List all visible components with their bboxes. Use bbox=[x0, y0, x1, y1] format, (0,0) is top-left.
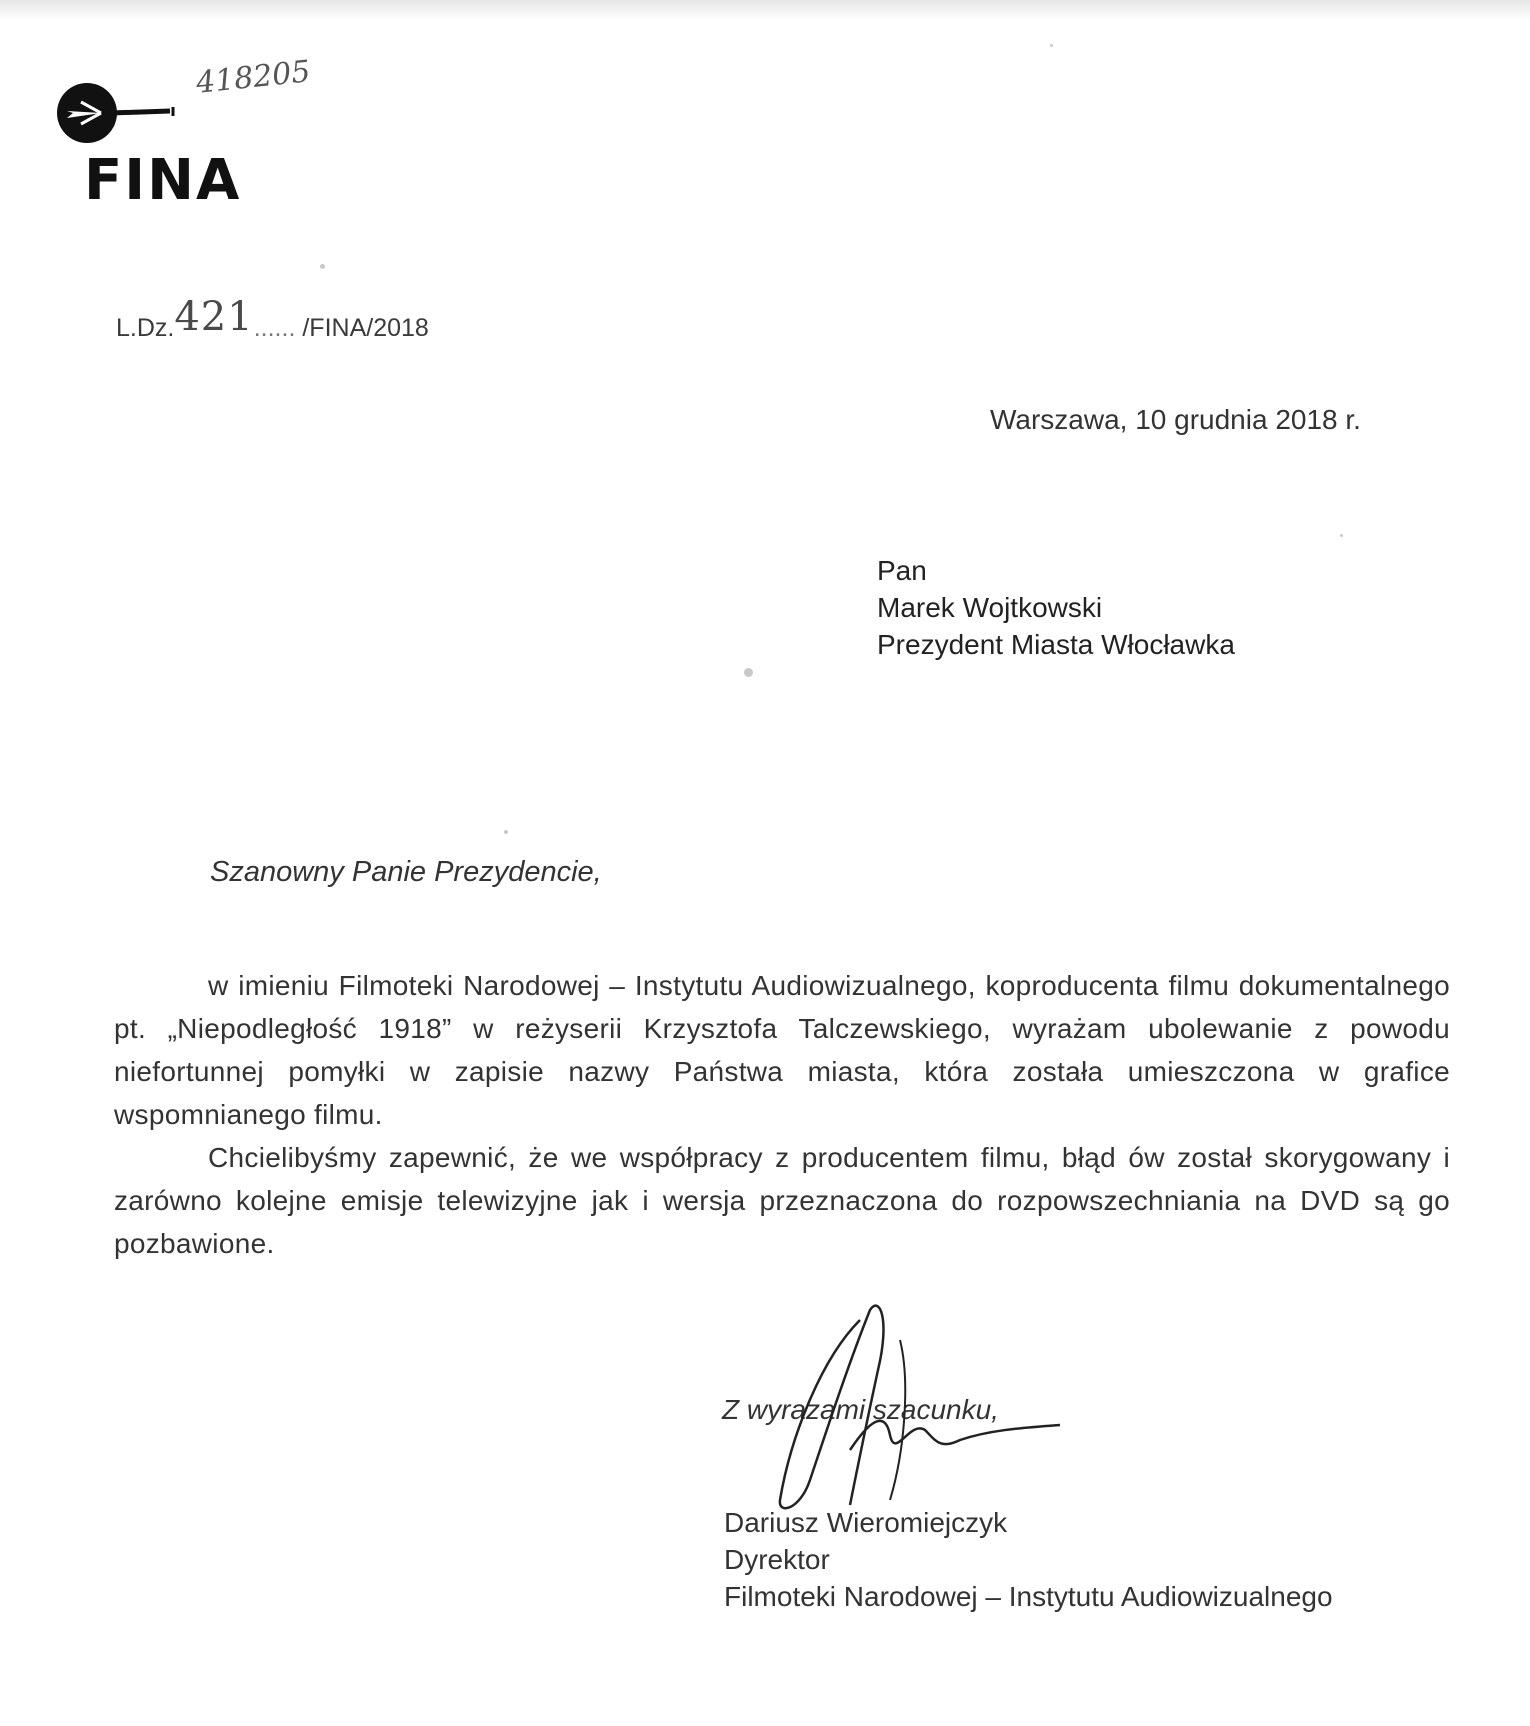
scan-speck bbox=[504, 830, 508, 834]
salutation: Szanowny Panie Prezydencie, bbox=[210, 856, 602, 888]
reference-prefix: L.Dz. bbox=[116, 314, 175, 342]
addressee-block bbox=[877, 552, 1235, 663]
signer-block bbox=[724, 1504, 1333, 1615]
fina-logo-icon bbox=[55, 78, 185, 148]
scan-speck bbox=[744, 668, 753, 677]
top-shadow bbox=[0, 0, 1530, 20]
scan-speck bbox=[1050, 44, 1053, 47]
reference-number bbox=[116, 294, 429, 346]
addressee-name: Marek Wojtkowski bbox=[877, 592, 1103, 623]
logo-wordmark: FINA bbox=[84, 148, 242, 213]
scan-speck bbox=[1340, 534, 1343, 537]
addressee-title: Prezydent Miasta Włocławka bbox=[877, 629, 1235, 660]
handwritten-number: 418205 bbox=[194, 54, 313, 101]
body-paragraph-1: w imieniu Filmoteki Narodowej – Instytutu Audiowizualnego, koproducenta filmu dokumentalnego pt. „Niepodległość 1918” w reżyserii Krzysztofa Talczewskiego, wyrażam ubolewanie z powodu niefortunnej pomyłki w zapisie nazwy Państwa miasta, która została umieszczona w grafice wspomnianego filmu. bbox=[114, 970, 1450, 1130]
signature-image bbox=[760, 1300, 1080, 1530]
letter-date: Warszawa, 10 grudnia 2018 r. bbox=[990, 404, 1361, 435]
reference-dots: ...... bbox=[253, 314, 296, 342]
scan-speck bbox=[320, 264, 325, 269]
reference-suffix: /FINA/2018 bbox=[302, 314, 429, 342]
addressee-honorific: Pan bbox=[877, 555, 927, 586]
signer-organization: Filmoteki Narodowej – Instytutu Audiowizualnego bbox=[724, 1581, 1333, 1612]
reference-handwritten-number: 421 bbox=[174, 294, 254, 340]
closing-phrase: Z wyrazami szacunku, bbox=[722, 1394, 999, 1425]
body-paragraph-2: Chcielibyśmy zapewnić, że we współpracy z producentem filmu, błąd ów został skorygowany i zarówno kolejne emisje telewizyjne jak i wersja przeznaczona do rozpowszechniania na DVD są go pozbawione. bbox=[114, 1142, 1450, 1259]
signer-title: Dyrektor bbox=[724, 1544, 830, 1575]
letter-body bbox=[114, 964, 1450, 1265]
signer-name: Dariusz Wieromiejczyk bbox=[724, 1507, 1008, 1538]
